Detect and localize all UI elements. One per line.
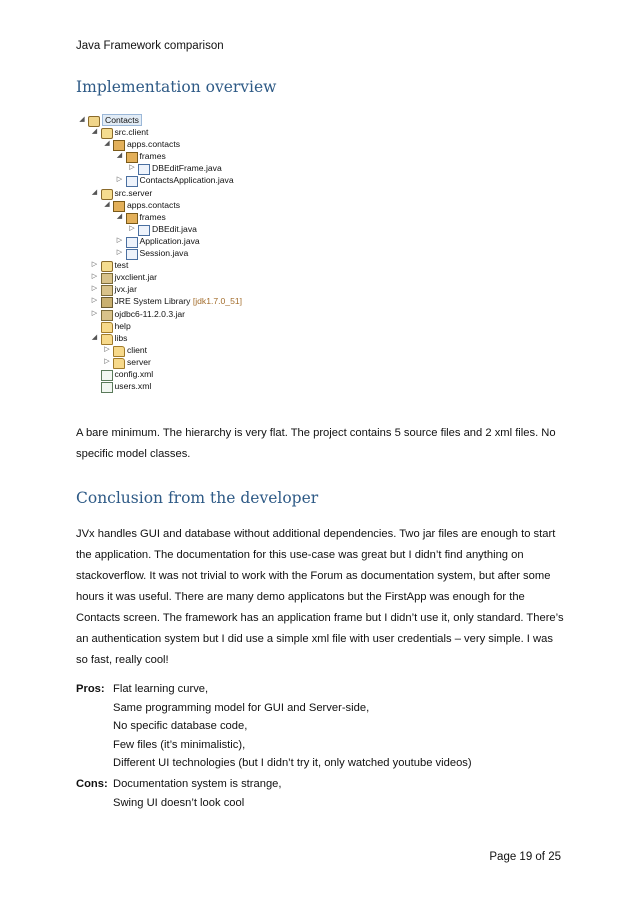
expanded-arrow-icon[interactable]: ◢ bbox=[91, 128, 98, 136]
tree-node[interactable] bbox=[78, 259, 278, 271]
tree-node[interactable] bbox=[78, 368, 278, 380]
pros-item: Different UI technologies (but I didn’t try it, only watched youtube videos) bbox=[113, 757, 472, 770]
tree-node-label: src.client bbox=[114, 127, 149, 138]
pros-list bbox=[113, 680, 472, 773]
tree-node-label: ContactsApplication.java bbox=[139, 175, 234, 186]
tree-node[interactable] bbox=[78, 150, 278, 162]
tree-node-label: config.xml bbox=[114, 368, 154, 379]
collapsed-arrow-icon[interactable]: ▷ bbox=[116, 176, 123, 184]
tree-node-label: ojdbc6-11.2.0.3.jar bbox=[114, 308, 186, 319]
tree-node[interactable] bbox=[78, 380, 278, 392]
pros-item: Flat learning curve, bbox=[113, 683, 209, 695]
tree-node-label: Application.java bbox=[139, 235, 200, 246]
tree-node[interactable] bbox=[78, 211, 278, 223]
tree-node-label: apps.contacts bbox=[127, 199, 181, 210]
tree-node-label: client bbox=[127, 344, 148, 355]
tree-node[interactable] bbox=[78, 114, 278, 126]
tree-node-label: src.server bbox=[114, 187, 153, 198]
conclusion-paragraph: JVx handles GUI and database without additional dependencies. Two jar files are enough to start the application. The documentation for this use-case was great but I didn’t find anything on stackoverflow. It was not trivial to work with the Forum as documentation system, but after some hours it was useful. There are many demo applicatons but the FirstApp was enough for the Contacts screen. The framework has an application frame but I didn’t use it, only standard. There’s an authentication system but I did use a simple xml file with user credentials – very simple. I was so fast, really cool! bbox=[76, 528, 564, 666]
cons-item: Swing UI doesn’t look cool bbox=[113, 796, 245, 809]
collapsed-arrow-icon[interactable]: ▷ bbox=[91, 261, 98, 269]
tree-node-label: JRE System Library [jdk1.7.0_51] bbox=[114, 296, 243, 307]
expanded-arrow-icon[interactable]: ◢ bbox=[91, 333, 98, 341]
cons-label: Cons: bbox=[76, 778, 108, 790]
collapsed-arrow-icon[interactable]: ▷ bbox=[91, 285, 98, 293]
tree-node-label: help bbox=[114, 320, 131, 331]
tree-node[interactable] bbox=[78, 247, 278, 259]
tree-node[interactable] bbox=[78, 283, 278, 295]
pros-item: No specific database code, bbox=[113, 720, 248, 733]
running-header: Java Framework comparison bbox=[76, 40, 224, 52]
tree-node[interactable] bbox=[78, 332, 278, 344]
tree-node[interactable] bbox=[78, 344, 278, 356]
tree-node[interactable] bbox=[78, 187, 278, 199]
page-number: Page 19 of 25 bbox=[489, 851, 561, 863]
tree-node[interactable] bbox=[78, 138, 278, 150]
tree-node[interactable] bbox=[78, 320, 278, 332]
expanded-arrow-icon[interactable]: ◢ bbox=[79, 116, 85, 123]
collapsed-arrow-icon[interactable]: ▷ bbox=[104, 345, 110, 353]
collapsed-arrow-icon[interactable]: ▷ bbox=[91, 309, 98, 317]
tree-node[interactable] bbox=[78, 162, 278, 174]
tree-node-label: DBEditFrame.java bbox=[152, 163, 222, 174]
pros-item: Same programming model for GUI and Server-side, bbox=[113, 701, 370, 714]
tree-node[interactable] bbox=[78, 235, 278, 247]
pros-item: Few files (it’s minimalistic), bbox=[113, 738, 246, 751]
cons-item: Documentation system is strange, bbox=[113, 778, 282, 790]
tree-node-label: jvx.jar bbox=[114, 284, 137, 295]
section-heading-conclusion: Conclusion from the developer bbox=[76, 489, 319, 507]
expanded-arrow-icon[interactable]: ◢ bbox=[91, 188, 98, 196]
collapsed-arrow-icon[interactable]: ▷ bbox=[116, 236, 123, 244]
collapsed-arrow-icon[interactable]: ▷ bbox=[129, 224, 135, 232]
collapsed-arrow-icon[interactable]: ▷ bbox=[91, 273, 98, 281]
collapsed-arrow-icon[interactable]: ▷ bbox=[91, 297, 98, 305]
tree-node-label: Session.java bbox=[139, 248, 189, 259]
cons-list bbox=[113, 775, 282, 812]
tree-node-label: libs bbox=[114, 332, 128, 343]
tree-node[interactable] bbox=[78, 295, 278, 307]
expanded-arrow-icon[interactable]: ◢ bbox=[104, 140, 110, 148]
expanded-arrow-icon[interactable]: ◢ bbox=[116, 152, 123, 160]
tree-node-label: Contacts bbox=[102, 114, 142, 126]
tree-node-label: jvxclient.jar bbox=[114, 272, 158, 283]
tree-node[interactable] bbox=[78, 223, 278, 235]
collapsed-arrow-icon[interactable]: ▷ bbox=[116, 249, 123, 257]
tree-node-label: frames bbox=[139, 151, 166, 162]
pros-label: Pros: bbox=[76, 683, 105, 695]
section-heading-implementation: Implementation overview bbox=[76, 78, 277, 96]
tree-node[interactable] bbox=[78, 199, 278, 211]
collapsed-arrow-icon[interactable]: ▷ bbox=[129, 164, 135, 172]
tree-node[interactable] bbox=[78, 126, 278, 138]
tree-node[interactable] bbox=[78, 271, 278, 283]
collapsed-arrow-icon[interactable]: ▷ bbox=[104, 357, 110, 365]
project-tree-screenshot bbox=[78, 114, 278, 392]
tree-node-label: DBEdit.java bbox=[152, 223, 197, 234]
xml-file-icon bbox=[101, 382, 113, 393]
tree-node-label: server bbox=[127, 356, 151, 367]
overview-paragraph: A bare minimum. The hierarchy is very flat. The project contains 5 source files and 2 xml files. No specific model classes. bbox=[76, 427, 556, 460]
tree-node-label: users.xml bbox=[114, 381, 152, 392]
tree-node-label: frames bbox=[139, 211, 166, 222]
expanded-arrow-icon[interactable]: ◢ bbox=[116, 212, 123, 220]
tree-node-decoration: [jdk1.7.0_51] bbox=[190, 296, 243, 307]
tree-node[interactable] bbox=[78, 356, 278, 368]
tree-node[interactable] bbox=[78, 308, 278, 320]
tree-node-label: test bbox=[114, 260, 129, 271]
tree-node[interactable] bbox=[78, 174, 278, 186]
expanded-arrow-icon[interactable]: ◢ bbox=[104, 200, 110, 208]
tree-node-label: apps.contacts bbox=[127, 139, 181, 150]
